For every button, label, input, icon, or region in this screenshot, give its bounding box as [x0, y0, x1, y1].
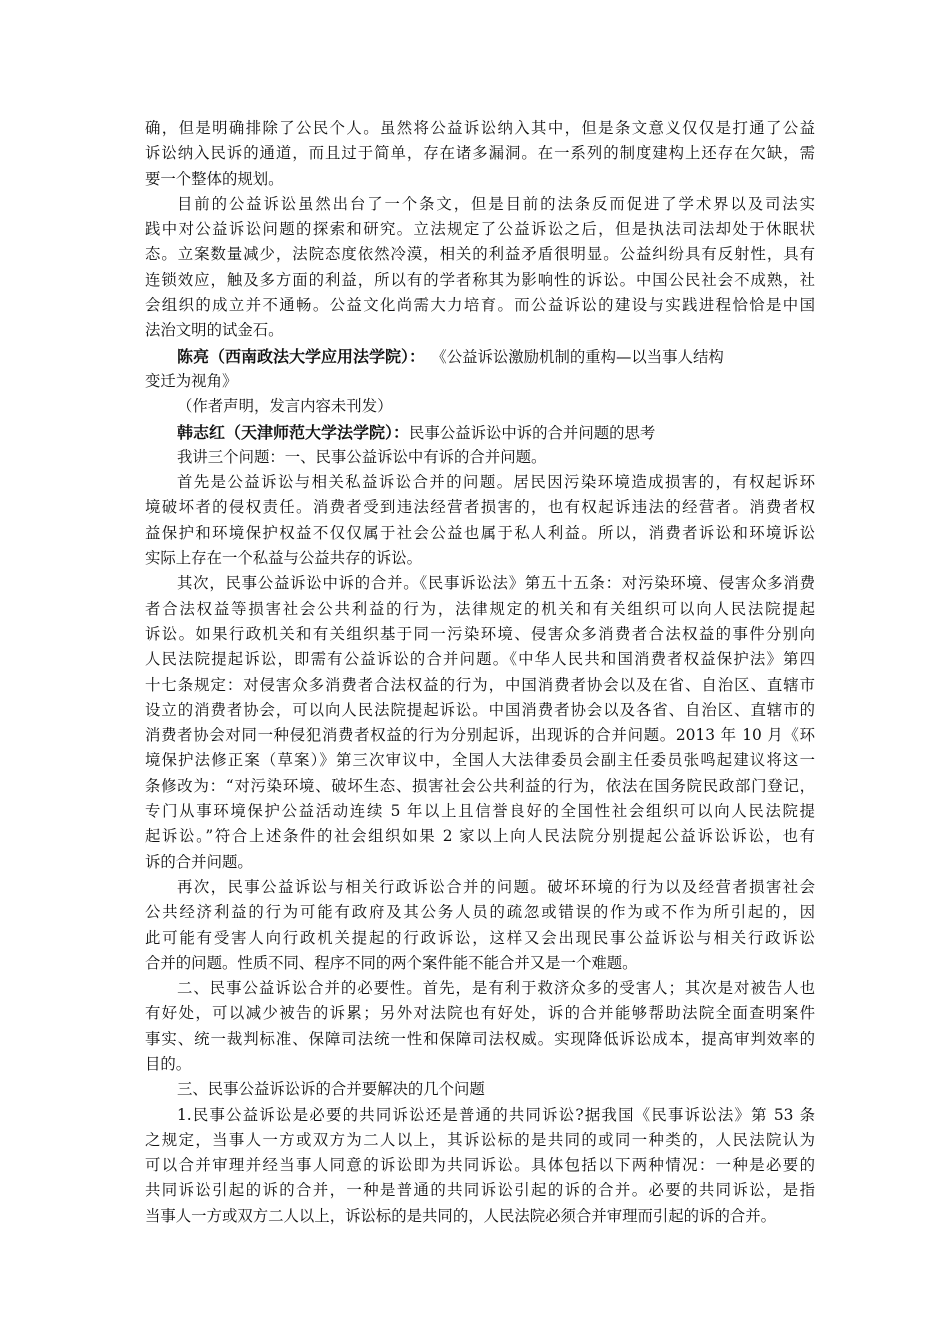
paragraph-start: 其次，民事公益诉讼中诉的合并。《民事诉讼法》第五十五条：对污染环境、侵害众多消费 [177, 574, 815, 593]
text-line: 者合法权益等损害社会公共利益的行为，法律规定的机关和有关组织可以向人民法院提起 [145, 599, 815, 618]
text-line: 会组织的成立并不通畅。公益文化尚需大力培育。而公益诉讼的建设与实践进程恰恰是中国 [145, 296, 815, 315]
text-line: 益保护和环境保护权益不仅仅属于社会公益也属于私人利益。所以，消费者诉讼和环境诉讼 [145, 523, 815, 542]
text-line: 之规定，当事人一方或双方为二人以上，其诉讼标的是共同的或同一种类的，人民法院认为 [145, 1130, 815, 1149]
talk-title: 民事公益诉讼中诉的合并问题的思考 [409, 423, 656, 442]
text-line: 专门从事环境保护公益活动连续 5 年以上且信誉良好的全国性社会组织可以向人民法院提 [145, 802, 815, 821]
text-line: 人民法院提起诉讼，即需有公益诉讼的合并问题。《中华人民共和国消费者权益保护法》第四 [145, 650, 815, 669]
text-line: 诉讼。如果行政机关和有关组织基于同一污染环境、侵害众多消费者合法权益的事件分别向 [145, 624, 815, 643]
text-line: 践中对公益诉讼问题的探索和研究。立法规定了公益诉讼之后，但是执法司法却处于休眠状 [145, 220, 815, 239]
text-line: 设立的消费者协会，可以向人民法院提起诉讼。中国消费者协会以及各省、自治区、直辖市的 [145, 700, 815, 719]
document-page [145, 116, 815, 1229]
paragraph-start: 二、民事公益诉讼合并的必要性。首先，是有利于救济众多的受害人；其次是对被告人也 [177, 979, 815, 998]
text-line: 当事人一方或双方二人以上，诉讼标的是共同的，人民法院必须合并审理而引起的诉的合并。 [145, 1206, 777, 1225]
text-line: 起诉讼。”符合上述条件的社会组织如果 2 家以上向人民法院分别提起公益诉讼诉讼，也有 [145, 827, 815, 846]
paragraph-start: 再次，民事公益诉讼与相关行政诉讼合并的问题。破坏环境的行为以及经营者损害社会 [177, 877, 815, 896]
talk-title: 《公益诉讼激励机制的重构—以当事人结构 [439, 347, 724, 366]
text-line: 公共经济利益的行为可能有政府及其公务人员的疏忽或错误的作为或不作为所引起的，因 [145, 903, 815, 922]
text-line: 可以合并审理并经当事人同意的诉讼即为共同诉讼。具体包括以下两种情况：一种是必要的 [145, 1156, 815, 1175]
speaker-name: 韩志红（天津师范大学法学院）： [177, 422, 410, 442]
paragraph-start: 我讲三个问题：一、民事公益诉讼中有诉的合并问题。 [177, 447, 547, 466]
speaker-name: 陈亮（西南政法大学应用法学院）： [177, 346, 426, 366]
text-line: 条修改为：“对污染环境、破坏生态、损害社会公共利益的行为，依法在国务院民政部门登记， [145, 776, 815, 795]
speaker-line-han [145, 420, 815, 445]
text-line: 诉的合并问题。 [145, 852, 253, 871]
text-line: 共同诉讼引起的诉的合并，一种是普通的共同诉讼引起的诉的合并。必要的共同诉讼，是指 [145, 1181, 815, 1200]
text-line: 境保护法修正案（草案）》第三次审议中，全国人大法律委员会副主任委员张鸣起建议将这一 [145, 751, 815, 770]
text-line: 确，但是明确排除了公民个人。虽然将公益诉讼纳入其中，但是条文意义仅仅是打通了公益 [145, 119, 815, 137]
text-line: 目的。 [145, 1054, 192, 1073]
section-heading: 三、民事公益诉讼诉的合并要解决的几个问题 [177, 1080, 485, 1099]
text-line: 合并的问题。性质不同、程序不同的两个案件能不能合并又是一个难题。 [145, 953, 638, 972]
text-line: 十七条规定：对侵害众多消费者合法权益的行为，中国消费者协会以及在省、自治区、直辖市 [145, 675, 815, 694]
speaker-line-chen [145, 344, 815, 369]
text-line: 态。立案数量减少，法院态度依然冷漠，相关的利益矛盾很明显。公益纠纷具有反射性，具有 [145, 245, 815, 264]
text-line: 法治文明的试金石。 [145, 321, 284, 340]
paragraph-start: 1.民事公益诉讼是必要的共同诉讼还是普通的共同诉讼?据我国《民事诉讼法》第 53 条 [177, 1105, 815, 1124]
text-line: 要一个整体的规划。 [145, 169, 284, 188]
text-line: 事实、统一裁判标准、保障司法统一性和保障司法权威。实现降低诉讼成本，提高审判效率的 [145, 1029, 815, 1048]
text-line: 连锁效应，触及多方面的利益，所以有的学者称其为影响性的诉讼。中国公民社会不成熟，社 [145, 270, 815, 289]
text-line: 消费者协会对同一种侵犯消费者权益的行为分别起诉，出现诉的合并问题。2013 年 10 月《环 [145, 726, 815, 745]
text-line: 实际上存在一个私益与公益共存的诉讼。 [145, 549, 423, 568]
paragraph-start: 首先是公益诉讼与相关私益诉讼合并的问题。居民因污染环境造成损害的，有权起诉环 [177, 473, 815, 492]
text-line: 此可能有受害人向行政机关提起的行政诉讼，这样又会出现民事公益诉讼与相关行政诉讼 [145, 928, 815, 947]
talk-title-cont: 变迁为视角》 [145, 371, 238, 390]
author-note: （作者声明，发言内容未刊发） [177, 397, 393, 416]
text-line: 境破坏者的侵权责任。消费者受到违法经营者损害的，也有权起诉违法的经营者。消费者权 [145, 498, 815, 517]
text-line: 诉讼纳入民诉的通道，而且过于简单，存在诸多漏洞。在一系列的制度建构上还存在欠缺，需 [145, 144, 815, 163]
paragraph-start: 目前的公益诉讼虽然出台了一个条文，但是目前的法条反而促进了学术界以及司法实 [177, 194, 815, 213]
text-line: 有好处，可以减少被告的诉累；另外对法院也有好处，诉的合并能够帮助法院全面查明案件 [145, 1004, 815, 1023]
